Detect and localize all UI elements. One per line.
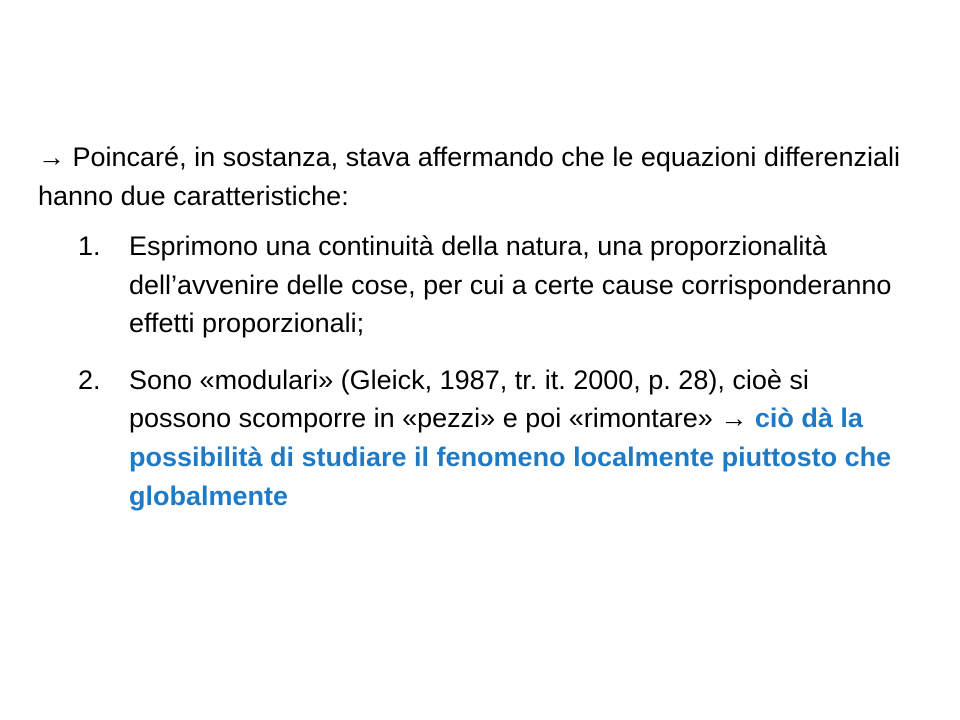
highlighted-conclusion: ciò dà la possibilità di studiare il fenomeno localmente piuttosto che globalmente — [129, 403, 892, 511]
list-item-2 — [78, 361, 918, 515]
list-item-number: 1. — [78, 231, 101, 261]
list-item-text: Esprimono una continuità della natura, una proporzionalità dell’avvenire delle cose, per cui a certe cause corrisponderanno effetti proporzionali; — [129, 231, 892, 339]
intro-paragraph: → Poincaré, in sostanza, stava affermando che le equazioni differenziali hanno due caratteristiche: — [38, 142, 901, 211]
list-item-1 — [78, 227, 918, 343]
list-item-text: Sono «modulari» (Gleick, 1987, tr. it. 2000, p. 28), cioè si possono scomporre in «pezzi» e poi «rimontare» → — [129, 364, 809, 434]
list-item-number: 2. — [78, 364, 101, 395]
characteristics-list — [78, 227, 918, 515]
